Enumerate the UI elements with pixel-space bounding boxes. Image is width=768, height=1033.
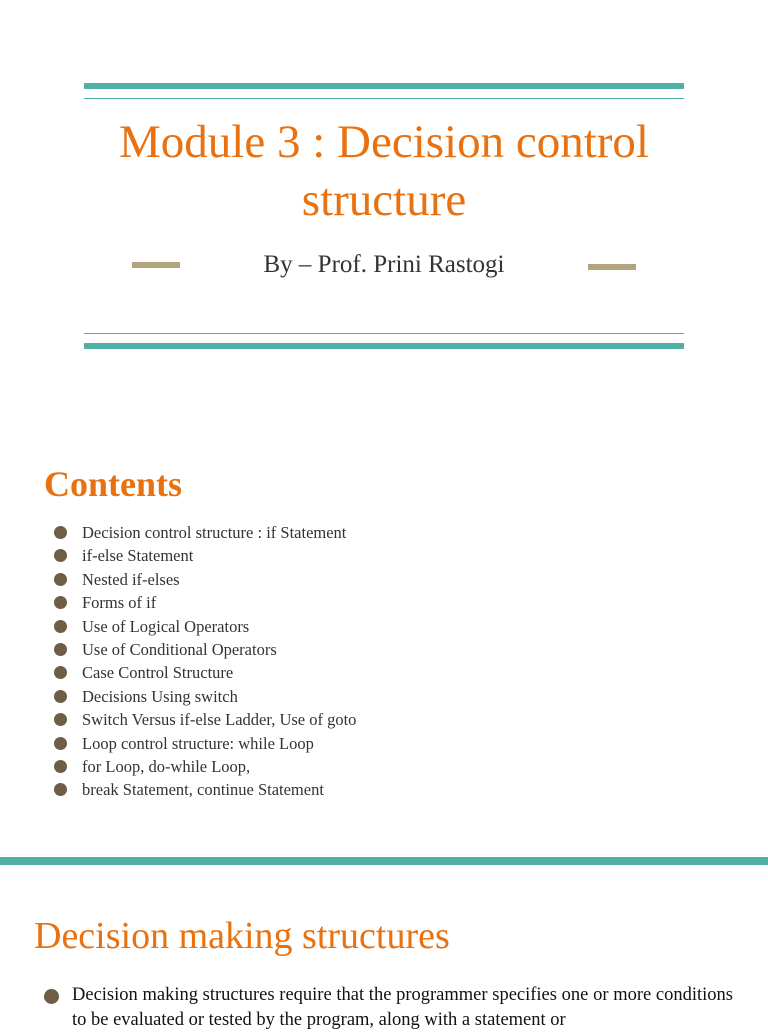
contents-heading: Contents — [44, 464, 183, 504]
contents-item-label: Loop control structure: while Loop — [82, 733, 314, 753]
contents-item — [54, 521, 356, 544]
contents-item — [54, 778, 356, 801]
contents-item — [54, 568, 356, 591]
bullet-icon — [54, 737, 67, 750]
intro-paragraph: Decision making structures require that the programmer specifies one or more conditions to be evaluated or tested by the program, along with a statement or — [72, 985, 733, 1030]
bullet-icon — [54, 643, 67, 656]
subtitle-right-dash — [588, 264, 636, 270]
title-bottom-thin-rule — [84, 333, 684, 334]
contents-item-label: Decisions Using switch — [82, 686, 238, 706]
contents-item-label: Use of Logical Operators — [82, 616, 250, 636]
bullet-icon — [54, 713, 67, 726]
contents-item — [54, 661, 356, 684]
slide-divider — [0, 857, 768, 865]
title-top-thin-rule — [84, 98, 684, 99]
bullet-icon — [54, 596, 67, 609]
contents-item-label: for Loop, do-while Loop, — [82, 756, 251, 776]
contents-item — [54, 685, 356, 708]
section-heading: Decision making structures — [34, 915, 450, 957]
title-bottom-thick-rule — [84, 343, 684, 349]
contents-item-label: if-else Statement — [82, 546, 194, 566]
contents-item — [54, 755, 356, 778]
bullet-icon — [54, 573, 67, 586]
contents-item — [54, 591, 356, 614]
subtitle-left-dash — [132, 262, 180, 268]
contents-item — [54, 708, 356, 731]
contents-item-label: Use of Conditional Operators — [82, 639, 277, 659]
slide-title: Module 3 : Decision control structure — [119, 116, 649, 226]
title-top-thick-rule — [84, 83, 684, 89]
contents-item — [54, 615, 356, 638]
contents-item-label: Nested if-elses — [82, 569, 180, 589]
slide-subtitle: By – Prof. Prini Rastogi — [263, 251, 505, 278]
bullet-icon — [54, 666, 67, 679]
contents-item-label: Decision control structure : if Statement — [82, 523, 347, 542]
bullet-icon — [54, 760, 67, 773]
contents-item-label: Forms of if — [82, 593, 157, 613]
bullet-icon — [54, 690, 67, 703]
contents-item-label: Switch Versus if-else Ladder, Use of goto — [82, 710, 357, 730]
paragraph-bullet — [44, 989, 59, 1004]
contents-item — [54, 544, 356, 567]
bullet-icon — [54, 783, 67, 796]
contents-item — [54, 732, 356, 755]
bullet-icon — [54, 526, 67, 539]
contents-item-label: break Statement, continue Statement — [82, 780, 324, 800]
bullet-icon — [54, 620, 67, 633]
contents-item-label: Case Control Structure — [82, 663, 234, 683]
contents-list — [54, 521, 356, 802]
bullet-icon — [54, 549, 67, 562]
contents-item — [54, 638, 356, 661]
